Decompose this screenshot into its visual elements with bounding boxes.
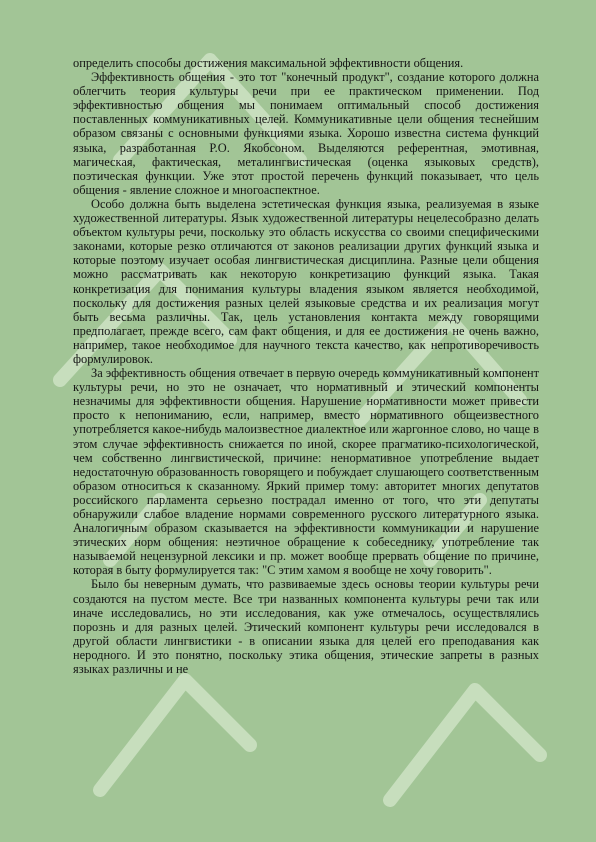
paragraph-5: Было бы неверным думать, что развиваемые здесь основы теории культуры речи создаются на пустом месте. Все три названных компонента культуры речи так или иначе исследовались, но эти исследования, как уже отмечалось, осуществлялись порознь и для разных целей. Этический компонент культуры речи исследовался в другой области лингвистики - в описании языка для целей его преподавания как неродного. И это понятно, поскольку этика общения, этические запреты в разных языках различны и не bbox=[73, 577, 539, 677]
paragraph-3: Особо должна быть выделена эстетическая функция языка, реализуемая в языке художественной литературы. Язык художественной литературы нецелесобразно делать объектом культуры речи, поскольку это область искусства со своими специфическими законами, которые резко отличаются от законов реализации других функций языка и которые поэтому изучает особая лингвистическая дисциплина. Разные цели общения можно рассматривать как некоторую конкретизацию функций языка. Такая конкретизация для понимания культуры владения языком является необходимой, поскольку для достижения разных целей языковые средства и их реализация могут быть весьма различны. Так, цель установления контакта между говорящими предполагает, прежде всего, сам факт общения, и для ее достижения не очень важно, например, такое необходимое для научного текста качество, как непротиворечивость формулировок. bbox=[73, 196, 539, 366]
document-text-body bbox=[73, 56, 539, 676]
paragraph-2: Эффективность общения - это тот "конечный продукт", создание которого должна облегчить теория культуры речи при ее практическом применении. Под эффективностью общения мы понимаем оптимальный способ достижения поставленных коммуникативных целей. Коммуникативные цели общения теснейшим образом связаны с основными функциями языка. Хорошо известна система функций языка, разработанная Р.О. Якобсоном. Выделяются референтная, эмотивная, магическая, фактическая, металингвистическая (оценка языковых средств), поэтическая функции. Уже этот простой перечень функций показывает, что цель общения - явление сложное и многоаспектное. bbox=[73, 70, 539, 197]
paragraph-4: За эффективность общения отвечает в первую очередь коммуникативный компонент культуры речи, но это не означает, что нормативный и этический компоненты незначимы для эффективности общения. Нарушение нормативности может привести просто к непониманию, если, например, вместо нормативного общеизвестного употребляется какое-нибудь малоизвестное диалектное или жаргонное слово, но чаще в этом случае эффективность снижается по иной, скорее прагматико-психологической, чем собственно лингвистической, причине: ненормативное употребление выдает недостаточную образованность говорящего и побуждает слушающего соответственным образом относиться к сказанному. Яркий пример тому: авторитет многих депутатов российского парламента серьезно пострадал именно от того, что эти депутаты обнаружили слабое владение нормами современного русского литературного языка. Аналогичным образом сказывается на эффективности коммуникации и нарушение этических норм общения: неэтичное обращение к собеседнику, употребление так называемой нецензурной лексики и пр. может вообще прервать общение по причине, которая в быту формулируется так: "С этим хамом я вообще не хочу говорить". bbox=[73, 366, 539, 578]
paragraph-1: определить способы достижения максимальной эффективности общения. bbox=[73, 56, 464, 70]
